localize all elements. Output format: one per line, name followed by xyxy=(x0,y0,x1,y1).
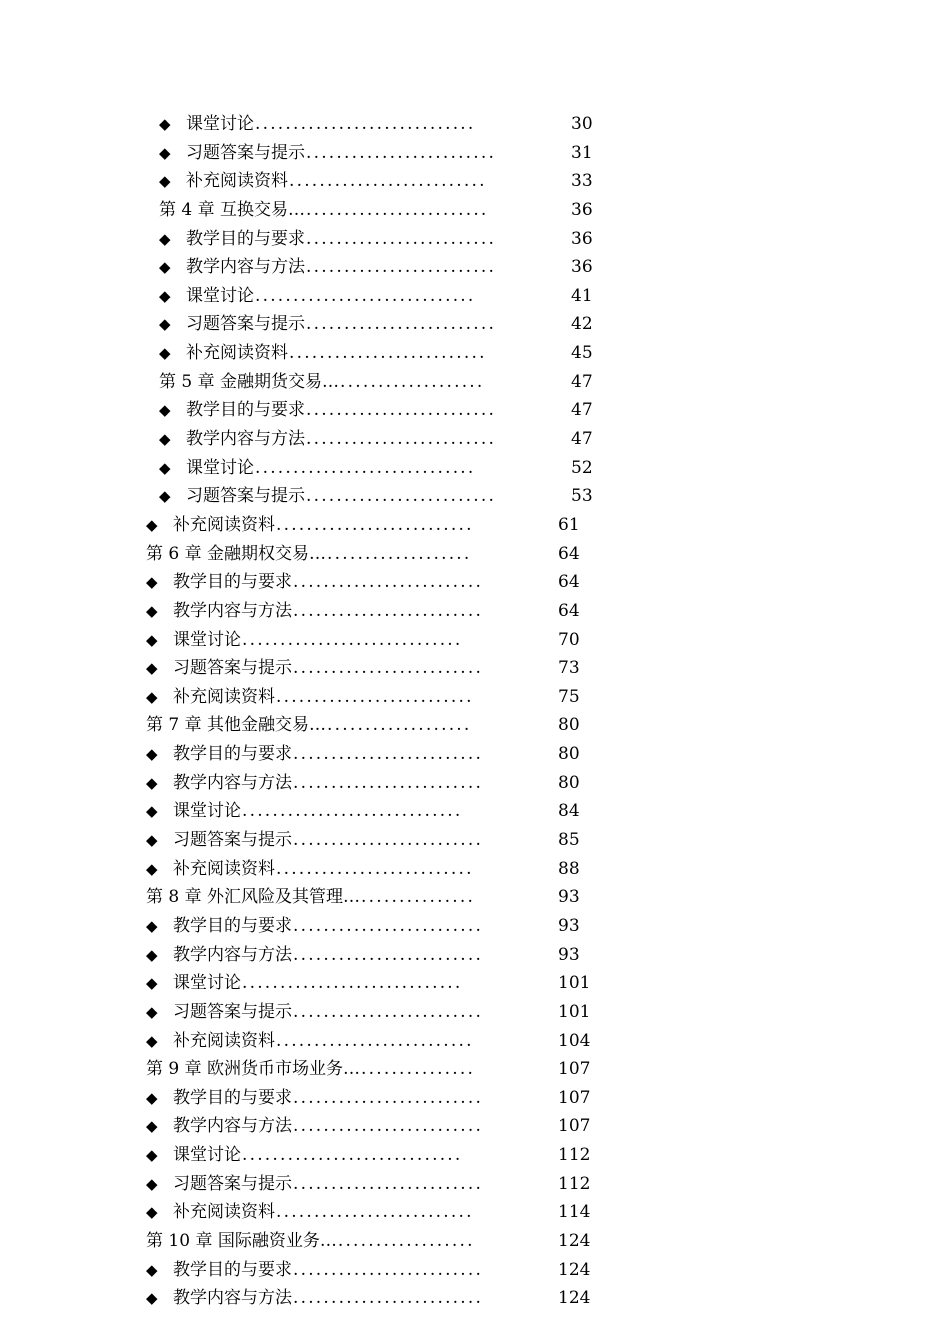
toc-item-row[interactable] xyxy=(0,797,950,826)
toc-entry-title: 教学目的与要求 xyxy=(173,915,292,936)
toc-leader-dots: ......................... xyxy=(306,228,497,249)
toc-entry-title: 教学目的与要求 xyxy=(173,572,292,593)
toc-chapter-row[interactable] xyxy=(0,711,950,740)
diamond-bullet-icon: ◆ xyxy=(159,458,171,477)
diamond-bullet-icon: ◆ xyxy=(146,659,158,678)
toc-page-number: 104 xyxy=(558,1030,591,1051)
diamond-bullet-icon: ◆ xyxy=(146,1002,158,1021)
diamond-bullet-icon: ◆ xyxy=(146,1031,158,1050)
toc-page-number: 101 xyxy=(558,1001,591,1022)
diamond-bullet-icon: ◆ xyxy=(146,773,158,792)
toc-leader-dots: ............................. xyxy=(255,114,476,134)
toc-item-row[interactable] xyxy=(0,568,950,597)
toc-page-number: 124 xyxy=(558,1259,591,1280)
diamond-bullet-icon: ◆ xyxy=(146,687,158,706)
toc-chapter-row[interactable] xyxy=(0,883,950,912)
diamond-bullet-icon: ◆ xyxy=(159,258,171,277)
toc-page-number: 75 xyxy=(558,686,580,707)
diamond-bullet-icon: ◆ xyxy=(146,1088,158,1107)
toc-leader-dots: ......................... xyxy=(306,429,497,450)
diamond-bullet-icon: ◆ xyxy=(146,831,158,850)
toc-leader-dots: ......................... xyxy=(293,600,484,621)
toc-leader-dots: ......................... xyxy=(306,142,497,163)
toc-leader-dots: ......................... xyxy=(293,1288,484,1309)
diamond-bullet-icon: ◆ xyxy=(159,172,171,191)
toc-entry-title: 补充阅读资料 xyxy=(173,1030,275,1051)
toc-page-number: 47 xyxy=(571,371,593,392)
toc-leader-dots: .......................... xyxy=(276,514,474,535)
toc-leader-dots: ......................... xyxy=(293,1087,484,1108)
toc-page-number: 64 xyxy=(558,543,580,564)
diamond-bullet-icon: ◆ xyxy=(146,601,158,620)
diamond-bullet-icon: ◆ xyxy=(159,286,171,305)
toc-page-number: 112 xyxy=(558,1145,591,1166)
toc-page-number: 124 xyxy=(558,1230,591,1251)
diamond-bullet-icon: ◆ xyxy=(159,229,171,248)
toc-leader-dots: ......................... xyxy=(306,257,497,278)
diamond-bullet-icon: ◆ xyxy=(146,974,158,993)
diamond-bullet-icon: ◆ xyxy=(146,515,158,534)
toc-page-number: 80 xyxy=(558,744,580,765)
toc-chapter-row[interactable] xyxy=(0,368,950,397)
toc-item-row[interactable] xyxy=(0,310,950,339)
toc-page-number: 107 xyxy=(558,1116,591,1137)
toc-entry-title: 课堂讨论 xyxy=(173,801,241,822)
toc-page-number: 107 xyxy=(558,1059,591,1080)
toc-page-number: 84 xyxy=(558,801,580,822)
toc-page-number: 93 xyxy=(558,887,580,908)
toc-item-row[interactable] xyxy=(0,740,950,769)
toc-entry-title: 教学目的与要求 xyxy=(173,1087,292,1108)
toc-entry-title: 课堂讨论 xyxy=(173,1145,241,1166)
toc-leader-dots: .......................... xyxy=(276,858,474,879)
toc-entry-title: 教学目的与要求 xyxy=(186,400,305,421)
diamond-bullet-icon: ◆ xyxy=(159,344,171,363)
diamond-bullet-icon: ◆ xyxy=(146,945,158,964)
toc-item-row[interactable] xyxy=(0,769,950,798)
toc-item-row[interactable] xyxy=(0,110,950,139)
toc-leader-dots: ............................. xyxy=(255,457,476,478)
toc-chapter-row[interactable] xyxy=(0,540,950,569)
toc-leader-dots: ......................... xyxy=(293,1116,484,1137)
toc-entry-title: 教学内容与方法 xyxy=(173,944,292,965)
toc-page-number: 45 xyxy=(571,343,593,364)
toc-entry-title: 补充阅读资料 xyxy=(173,858,275,879)
toc-page-number: 73 xyxy=(558,658,580,679)
toc-entry-title: 教学内容与方法 xyxy=(173,772,292,793)
toc-leader-dots: ......................... xyxy=(293,1259,484,1280)
toc-entry-title: 习题答案与提示 xyxy=(173,1173,292,1194)
toc-entry-title: 第 10 章 国际融资业务… xyxy=(146,1230,337,1251)
toc-entry-title: 第 5 章 金融期货交易… xyxy=(159,371,340,392)
toc-entry-title: 课堂讨论 xyxy=(186,114,254,134)
toc-page-number: 101 xyxy=(558,973,591,994)
toc-page-number: 61 xyxy=(558,514,580,535)
diamond-bullet-icon: ◆ xyxy=(159,315,171,334)
toc-page-number: 112 xyxy=(558,1173,591,1194)
diamond-bullet-icon: ◆ xyxy=(146,1289,158,1308)
table-of-contents xyxy=(0,110,950,1313)
diamond-bullet-icon: ◆ xyxy=(146,859,158,878)
toc-entry-title: 课堂讨论 xyxy=(173,629,241,650)
diamond-bullet-icon: ◆ xyxy=(159,143,171,162)
toc-leader-dots: ................... xyxy=(340,371,485,392)
toc-item-row[interactable] xyxy=(0,969,950,998)
toc-entry-title: 教学内容与方法 xyxy=(173,600,292,621)
toc-page-number: 64 xyxy=(558,572,580,593)
toc-entry-title: 补充阅读资料 xyxy=(186,171,288,192)
toc-leader-dots: ............................. xyxy=(242,1145,463,1166)
toc-leader-dots: ......................... xyxy=(293,944,484,965)
toc-page-number: 85 xyxy=(558,830,580,851)
toc-item-row[interactable] xyxy=(0,339,950,368)
toc-entry-title: 课堂讨论 xyxy=(186,457,254,478)
toc-item-row[interactable] xyxy=(0,167,950,196)
diamond-bullet-icon: ◆ xyxy=(146,745,158,764)
toc-item-row[interactable] xyxy=(0,1112,950,1141)
diamond-bullet-icon: ◆ xyxy=(159,487,171,506)
toc-item-row[interactable] xyxy=(0,998,950,1027)
toc-page-number: 70 xyxy=(558,629,580,650)
toc-entry-title: 教学目的与要求 xyxy=(173,744,292,765)
diamond-bullet-icon: ◆ xyxy=(146,1203,158,1222)
toc-leader-dots: ............... xyxy=(361,1059,476,1080)
toc-page-number: 52 xyxy=(571,457,593,478)
diamond-bullet-icon: ◆ xyxy=(146,1174,158,1193)
toc-chapter-row[interactable] xyxy=(0,1227,950,1256)
toc-item-row[interactable] xyxy=(0,1141,950,1170)
toc-item-row[interactable] xyxy=(0,683,950,712)
toc-item-row[interactable] xyxy=(0,654,950,683)
toc-item-row[interactable] xyxy=(0,253,950,282)
toc-leader-dots: ................... xyxy=(327,715,472,736)
toc-item-row[interactable] xyxy=(0,139,950,168)
toc-entry-title: 教学内容与方法 xyxy=(186,429,305,450)
toc-leader-dots: ......................... xyxy=(293,658,484,679)
toc-page-number: 80 xyxy=(558,715,580,736)
toc-entry-title: 课堂讨论 xyxy=(173,973,241,994)
toc-item-row[interactable] xyxy=(0,1256,950,1285)
toc-entry-title: 补充阅读资料 xyxy=(173,514,275,535)
toc-page-number: 114 xyxy=(558,1202,591,1223)
toc-item-row[interactable] xyxy=(0,1170,950,1199)
toc-entry-title: 习题答案与提示 xyxy=(186,142,305,163)
toc-leader-dots: .......................... xyxy=(276,1202,474,1223)
toc-item-row[interactable] xyxy=(0,1284,950,1313)
toc-item-row[interactable] xyxy=(0,941,950,970)
toc-page-number: 42 xyxy=(571,314,593,335)
toc-item-row[interactable] xyxy=(0,597,950,626)
toc-leader-dots: ............................. xyxy=(242,629,463,650)
toc-item-row[interactable] xyxy=(0,826,950,855)
toc-leader-dots: ......................... xyxy=(293,572,484,593)
toc-entry-title: 习题答案与提示 xyxy=(173,1001,292,1022)
toc-entry-title: 补充阅读资料 xyxy=(173,686,275,707)
diamond-bullet-icon: ◆ xyxy=(146,916,158,935)
toc-leader-dots: ......................... xyxy=(293,1173,484,1194)
toc-page-number: 64 xyxy=(558,600,580,621)
toc-leader-dots: ......................... xyxy=(293,830,484,851)
toc-item-row[interactable] xyxy=(0,1027,950,1056)
toc-leader-dots: ......................... xyxy=(293,915,484,936)
toc-entry-title: 第 9 章 欧洲货币市场业务… xyxy=(146,1059,361,1080)
toc-entry-title: 习题答案与提示 xyxy=(186,486,305,507)
toc-item-row[interactable] xyxy=(0,482,950,511)
toc-entry-title: 补充阅读资料 xyxy=(173,1202,275,1223)
toc-entry-title: 习题答案与提示 xyxy=(173,830,292,851)
toc-item-row[interactable] xyxy=(0,454,950,483)
toc-leader-dots: ............................. xyxy=(255,285,476,306)
toc-leader-dots: ......................... xyxy=(306,314,497,335)
toc-entry-title: 第 4 章 互换交易… xyxy=(159,199,306,220)
toc-item-row[interactable] xyxy=(0,912,950,941)
toc-page-number: 124 xyxy=(558,1288,591,1309)
toc-leader-dots: ......................... xyxy=(293,772,484,793)
toc-item-row[interactable] xyxy=(0,396,950,425)
toc-page-number: 31 xyxy=(571,142,593,163)
diamond-bullet-icon: ◆ xyxy=(146,1260,158,1279)
toc-item-row[interactable] xyxy=(0,282,950,311)
toc-chapter-row[interactable] xyxy=(0,1055,950,1084)
toc-page-number: 36 xyxy=(571,228,593,249)
toc-entry-title: 第 8 章 外汇风险及其管理… xyxy=(146,887,361,908)
toc-entry-title: 补充阅读资料 xyxy=(186,343,288,364)
diamond-bullet-icon: ◆ xyxy=(146,802,158,821)
toc-entry-title: 课堂讨论 xyxy=(186,285,254,306)
toc-page-number: 33 xyxy=(571,171,593,192)
toc-leader-dots: ........................ xyxy=(306,199,489,220)
toc-item-row[interactable] xyxy=(0,511,950,540)
toc-entry-title: 教学目的与要求 xyxy=(186,228,305,249)
toc-leader-dots: ......................... xyxy=(293,744,484,765)
toc-leader-dots: ............................. xyxy=(242,973,463,994)
diamond-bullet-icon: ◆ xyxy=(159,115,171,133)
toc-item-row[interactable] xyxy=(0,855,950,884)
toc-page-number: 30 xyxy=(571,114,593,134)
toc-entry-title: 第 7 章 其他金融交易… xyxy=(146,715,327,736)
toc-item-row[interactable] xyxy=(0,1084,950,1113)
toc-leader-dots: ............... xyxy=(361,887,476,908)
toc-entry-title: 教学内容与方法 xyxy=(186,257,305,278)
toc-entry-title: 教学内容与方法 xyxy=(173,1116,292,1137)
toc-item-row[interactable] xyxy=(0,225,950,254)
diamond-bullet-icon: ◆ xyxy=(146,1146,158,1165)
toc-leader-dots: .......................... xyxy=(276,686,474,707)
diamond-bullet-icon: ◆ xyxy=(159,401,171,420)
toc-page-number: 107 xyxy=(558,1087,591,1108)
toc-page-number: 41 xyxy=(571,285,593,306)
toc-item-row[interactable] xyxy=(0,626,950,655)
toc-page-number: 93 xyxy=(558,944,580,965)
toc-entry-title: 习题答案与提示 xyxy=(173,658,292,679)
toc-page-number: 36 xyxy=(571,199,593,220)
toc-page-number: 80 xyxy=(558,772,580,793)
toc-entry-title: 习题答案与提示 xyxy=(186,314,305,335)
toc-leader-dots: ......................... xyxy=(306,486,497,507)
toc-item-row[interactable] xyxy=(0,1198,950,1227)
toc-page-number: 93 xyxy=(558,915,580,936)
diamond-bullet-icon: ◆ xyxy=(146,1117,158,1136)
toc-leader-dots: ............................. xyxy=(242,801,463,822)
toc-page-number: 88 xyxy=(558,858,580,879)
toc-chapter-row[interactable] xyxy=(0,196,950,225)
toc-leader-dots: .......................... xyxy=(289,171,487,192)
diamond-bullet-icon: ◆ xyxy=(146,573,158,592)
toc-leader-dots: .................. xyxy=(337,1230,475,1251)
toc-leader-dots: ......................... xyxy=(293,1001,484,1022)
toc-entry-title: 教学内容与方法 xyxy=(173,1288,292,1309)
toc-item-row[interactable] xyxy=(0,425,950,454)
toc-page-number: 53 xyxy=(571,486,593,507)
toc-leader-dots: .......................... xyxy=(276,1030,474,1051)
toc-page-number: 47 xyxy=(571,429,593,450)
toc-entry-title: 教学目的与要求 xyxy=(173,1259,292,1280)
toc-leader-dots: ................... xyxy=(327,543,472,564)
toc-page-number: 36 xyxy=(571,257,593,278)
toc-page-number: 47 xyxy=(571,400,593,421)
toc-leader-dots: ......................... xyxy=(306,400,497,421)
diamond-bullet-icon: ◆ xyxy=(159,430,171,449)
toc-leader-dots: .......................... xyxy=(289,343,487,364)
diamond-bullet-icon: ◆ xyxy=(146,630,158,649)
toc-entry-title: 第 6 章 金融期权交易… xyxy=(146,543,327,564)
